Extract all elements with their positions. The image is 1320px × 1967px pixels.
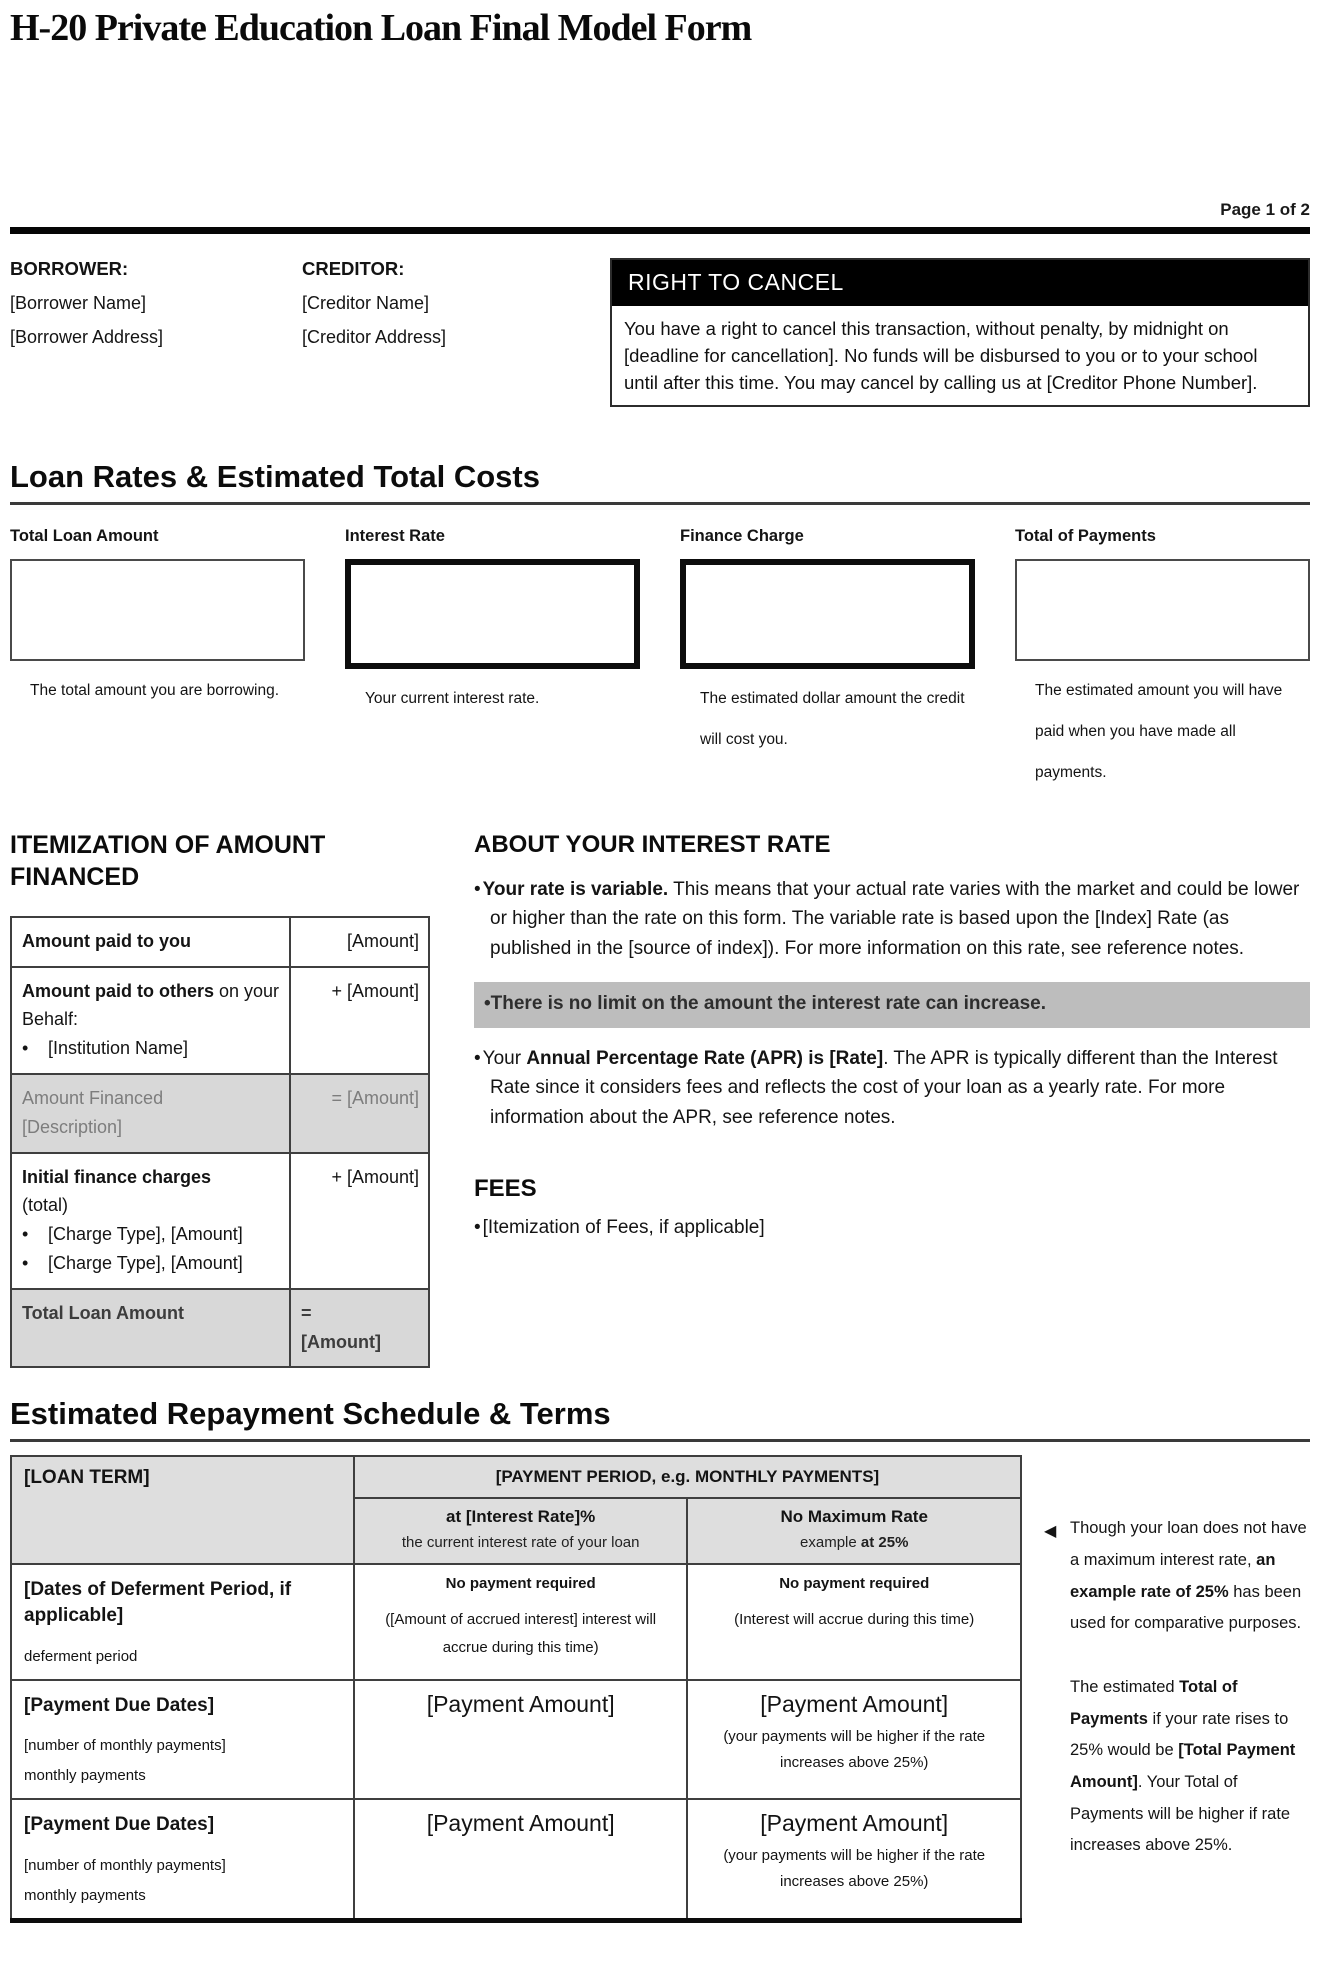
bullet-icon: • [22,1038,29,1059]
payment-rate-cell [354,1799,688,1920]
note2-post: . Your Total of Payments will be higher if rate increases above 25%. [1070,1773,1291,1855]
amount-financed-description: [Description] [22,1116,123,1137]
variable-rate-bold: Your rate is variable. [482,878,669,900]
itemization-column [10,825,430,1369]
payment-count: [number of monthly payments] [24,1737,226,1755]
charge-type-2: [Charge Type], [Amount] [48,1252,243,1273]
no-max-rate-column-header [687,1498,1021,1564]
row-value [290,1289,429,1368]
left-arrow-icon: ◀ [1044,1523,1057,1541]
rate-increase-text: There is no limit on the amount the interest rate can increase. [490,992,1047,1014]
example-rate: at 25% [860,1534,909,1552]
deferment-rate-cell [354,1564,688,1679]
repayment-header-row-1 [11,1456,1021,1498]
interest-rate-label: Interest Rate [345,526,445,545]
payment-term-cell [11,1799,354,1920]
total-of-payments-caption: The estimated amount you will have paid when you have made all payments. [1035,681,1283,781]
payment-amount: [Payment Amount] [426,1690,615,1717]
interest-rate-caption: Your current interest rate. [365,689,540,707]
payment-frequency: monthly payments [24,1767,146,1785]
example-label: example [800,1534,861,1552]
repayment-heading: Estimated Repayment Schedule & Terms [10,1396,611,1432]
row-label [11,1153,290,1289]
deferment-note: deferment period [24,1647,138,1665]
payment-due-dates: [Payment Due Dates] [24,1694,215,1716]
payment-rate-cell [354,1680,688,1800]
row-label [11,967,290,1074]
sidebar-note-1 [1070,1513,1310,1640]
payment-term-cell [11,1680,354,1800]
borrower-label: BORROWER: [10,258,129,279]
bullet-icon: • [22,1224,29,1245]
top-divider [10,227,1310,234]
deferment-title: [Dates of Deferment Period, if applicable] [24,1579,292,1626]
payment-max-cell [687,1799,1021,1920]
finance-charge-label: Finance Charge [680,526,804,545]
bullet-icon: • [474,1047,481,1069]
total-amount: [Amount] [301,1331,381,1352]
row-value: = [Amount] [290,1074,429,1153]
itemization-table [10,916,430,1369]
note1-post: has been used for comparative purposes. [1070,1582,1302,1633]
creditor-name: [Creditor Name] [302,293,430,313]
itemization-row-total-loan-amount [11,1289,429,1368]
payment-amount: [Payment Amount] [426,1810,615,1837]
note2-bold1: Total of Payments [1070,1678,1238,1728]
about-rate-column [474,825,1310,1242]
creditor-address: [Creditor Address] [302,327,447,347]
note2-mid: if your rate rises to 25% would be [1070,1709,1289,1760]
fees-heading: FEES [474,1174,537,1202]
row-label [11,1074,290,1153]
repayment-divider [10,1439,1310,1442]
finance-charge-caption: The estimated dollar amount the credit will cost you. [700,689,965,748]
variable-rate-text: This means that your actual rate varies with the market and could be lower or higher than the rate on this form. The variable rate is based upon the [Index] Rate (as published in the [source of index]). For more information on this rate, see reference notes. [490,878,1300,959]
charge-type-1: [Charge Type], [Amount] [48,1224,243,1245]
apr-bold: Annual Percentage Rate (APR) is [Rate] [526,1047,884,1069]
loan-rates-heading: Loan Rates & Estimated Total Costs [10,458,540,494]
itemization-row-amount-financed [11,1074,429,1153]
parties-row [10,258,1310,407]
rate-item-total-loan-amount [10,527,305,793]
rate-item-interest-rate [345,527,640,793]
apr-pre: Your [482,1047,527,1069]
total-loan-amount-caption: The total amount you are borrowing. [30,681,279,699]
borrower-address: [Borrower Address] [10,327,164,347]
bullet-icon: • [474,1216,481,1238]
accrued-interest-note: ([Amount of accrued interest] interest will accrue during this time) [385,1611,657,1657]
rate-increase-highlight [474,982,1310,1028]
payment-amount: [Payment Amount] [760,1690,949,1717]
bullet-icon: • [474,878,481,900]
row-value: + [Amount] [290,967,429,1074]
institution-bullet [22,1034,280,1063]
loan-rates-divider [10,502,1310,505]
itemization-row-finance-charges [11,1153,429,1289]
right-to-cancel-body: You have a right to cancel this transaction, without penalty, by midnight on [deadline for cancellation]. No funds will be disbursed to you or to your school until after this time. You may cancel by calling us at [Creditor Phone Number]. [624,318,1258,394]
total-loan-amount-box [10,559,305,661]
payment-amount: [Payment Amount] [760,1810,949,1837]
loan-rates-grid [10,527,1310,793]
repayment-sidebar [1044,1455,1310,1862]
loan-term-header: [LOAN TERM] [11,1456,354,1564]
note1-pre: Though your loan does not have a maximum interest rate, [1070,1519,1307,1569]
institution-name: [Institution Name] [48,1038,189,1059]
repayment-row [10,1455,1310,1923]
row-label-bold: Amount paid to others [22,980,214,1001]
row-label-text: Amount paid to you [22,930,191,951]
itemization-row-paid-to-you [11,917,429,967]
apr-bullet [474,1044,1310,1133]
borrower-name: [Borrower Name] [10,293,147,313]
row-label: Total Loan Amount [11,1289,290,1368]
variable-rate-bullet [474,875,1310,964]
row-value: + [Amount] [290,1153,429,1289]
interest-rate-box [345,559,640,669]
charge-bullet-1 [22,1220,280,1249]
finance-charge-box [680,559,975,669]
fees-text: [Itemization of Fees, if applicable] [482,1216,765,1238]
amount-financed-label: Amount Financed [22,1087,164,1108]
interest-rate-column-title: at [Interest Rate]% [446,1507,596,1527]
higher-payment-note: (your payments will be higher if the rate increases above 25%) [723,1727,986,1771]
note2-bold2: [Total Payment Amount] [1070,1741,1296,1792]
repayment-table [10,1455,1022,1923]
bullet-icon: • [484,992,491,1014]
payment-row-2 [11,1799,1021,1920]
row-label [11,917,290,967]
sidebar-note-2 [1070,1672,1310,1862]
creditor-label: CREDITOR: [302,258,405,279]
fees-bullet [474,1213,1310,1243]
payment-max-cell [687,1680,1021,1800]
higher-payment-note: (your payments will be higher if the rate increases above 25%) [723,1847,986,1891]
interest-rate-column-sub: the current interest rate of your loan [401,1534,640,1552]
charge-bullet-2 [22,1249,280,1278]
payment-due-dates: [Payment Due Dates] [24,1814,215,1836]
total-of-payments-box [1015,559,1310,661]
rate-item-total-of-payments [1015,527,1310,793]
deferment-max-cell [687,1564,1021,1679]
equals-sign: = [301,1302,312,1323]
interest-accrue-note: (Interest will accrue during this time) [734,1611,975,1629]
no-max-rate-column-sub [698,1534,1010,1551]
note1-bold: an example rate of 25% [1070,1550,1276,1601]
payment-count: [number of monthly payments] [24,1856,226,1874]
itemization-and-rate-columns [10,825,1310,1369]
row-label-bold: Initial finance charges [22,1166,212,1187]
no-payment-label: No payment required [445,1575,596,1593]
row-label-rest: on your Behalf: [22,980,280,1030]
no-payment-label: No payment required [779,1575,930,1593]
bullet-icon: • [22,1252,29,1273]
interest-rate-column-header [354,1498,688,1564]
payment-row-1 [11,1680,1021,1800]
deferment-row [11,1564,1021,1679]
row-value: [Amount] [290,917,429,967]
total-of-payments-label: Total of Payments [1015,526,1156,545]
itemization-heading: ITEMIZATION OF AMOUNT FINANCED [10,830,326,892]
itemization-row-paid-to-others [11,967,429,1074]
page-indicator: Page 1 of 2 [1220,200,1310,219]
row-label-rest: (total) [22,1195,69,1216]
payment-frequency: monthly payments [24,1886,146,1904]
payment-period-header: [PAYMENT PERIOD, e.g. MONTHLY PAYMENTS] [354,1456,1021,1498]
creditor-section [302,258,610,348]
borrower-section [10,258,302,348]
doc-title: H-20 Private Education Loan Final Model Form [10,7,752,49]
apr-text: . The APR is typically different than the Interest Rate since it considers fees and reflects the cost of your loan as a yearly rate. For more information about the APR, see reference notes. [490,1047,1278,1128]
right-to-cancel-box [610,258,1310,407]
no-max-rate-column-title: No Maximum Rate [780,1507,928,1527]
right-to-cancel-header: RIGHT TO CANCEL [612,260,1308,306]
about-interest-rate-heading: ABOUT YOUR INTEREST RATE [474,830,831,858]
total-loan-amount-label: Total Loan Amount [10,526,159,545]
deferment-term-cell [11,1564,354,1679]
rate-item-finance-charge [680,527,975,793]
note2-pre: The estimated [1070,1678,1180,1696]
